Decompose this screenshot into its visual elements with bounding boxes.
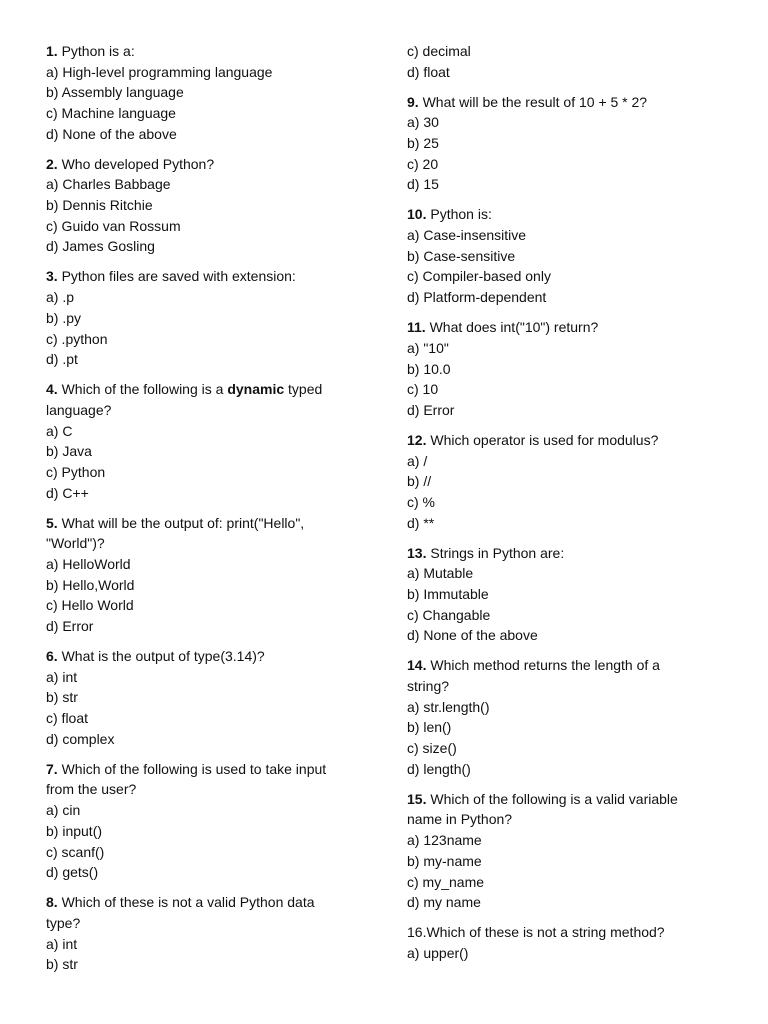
question-text-segment: Python files are saved with extension: (57, 268, 296, 285)
answer-option: d) 15 (407, 176, 439, 193)
question-text-segment: Which method returns the length of a (426, 657, 660, 674)
question-text (407, 809, 727, 830)
question-number: 5. (46, 514, 58, 531)
answer-option: c) 20 (407, 155, 439, 172)
question-block (407, 204, 727, 307)
answer-option: c) float (46, 710, 89, 727)
question-block (407, 430, 727, 533)
question-block (46, 266, 366, 369)
answer-option: c) Machine language (46, 105, 176, 122)
question-block (46, 646, 366, 749)
answer-option: b) Case-sensitive (407, 247, 516, 264)
question-text-segment: What does int("10") return? (425, 319, 599, 336)
question-text (46, 913, 366, 934)
question-number: 12. (407, 431, 427, 448)
answer-option: b) Immutable (407, 585, 489, 602)
answer-option: a) cin (46, 802, 81, 819)
question-number: 7. (46, 760, 58, 777)
question-block (407, 543, 727, 646)
answer-option: d) complex (46, 730, 115, 747)
question-text-segment: "World")? (46, 535, 105, 552)
answer-option: b) Assembly language (46, 84, 184, 101)
answer-option: c) Python (46, 463, 106, 480)
question-text-segment: type? (46, 914, 81, 931)
question-text (46, 154, 366, 175)
answer-option: d) float (407, 63, 450, 80)
answer-option: b) str (46, 689, 78, 706)
question-text (46, 779, 366, 800)
question-text (46, 379, 366, 400)
answer-option: a) str.length() (407, 698, 490, 715)
question-text (46, 513, 366, 534)
answer-option: a) Case-insensitive (407, 227, 527, 244)
answer-option: d) None of the above (407, 627, 538, 644)
question-text-segment: Python is a: (57, 43, 135, 59)
answer-option: d) James Gosling (46, 238, 155, 255)
right-column (407, 41, 727, 973)
answer-option: b) input() (46, 822, 103, 839)
question-text-segment: What will be the output of: print("Hello", (57, 514, 305, 531)
question-number: 1. (46, 43, 58, 59)
answer-option: a) Charles Babbage (46, 176, 171, 193)
answer-option: c) decimal (407, 43, 471, 59)
question-text (407, 204, 727, 225)
question-number: 3. (46, 268, 58, 285)
answer-option: c) 10 (407, 381, 439, 398)
question-text (46, 533, 366, 554)
answer-option: b) Hello,World (46, 576, 135, 593)
question-text (46, 646, 366, 667)
question-text-segment: What is the output of type(3.14)? (57, 648, 265, 665)
question-text-segment: Which of the following is used to take input (57, 760, 327, 777)
answer-option: d) Error (46, 618, 94, 635)
question-text-segment: language? (46, 401, 112, 418)
question-text-segment: Strings in Python are: (426, 544, 565, 561)
question-text (407, 676, 727, 697)
question-text (46, 400, 366, 421)
answer-option: d) Platform-dependent (407, 289, 547, 306)
question-block (46, 759, 366, 883)
question-text-segment: name in Python? (407, 811, 513, 828)
answer-option: b) 25 (407, 135, 439, 152)
question-text-segment: from the user? (46, 781, 137, 798)
answer-option: c) Compiler-based only (407, 268, 551, 285)
question-text (407, 430, 727, 451)
question-block (407, 789, 727, 913)
question-text (46, 41, 366, 62)
question-text-segment: Which of these is not a valid Python data (57, 894, 315, 911)
answer-option: c) % (407, 493, 435, 510)
answer-option: b) // (407, 473, 432, 490)
question-text-segment: Which of the following is a valid variable (426, 790, 678, 807)
left-column (46, 41, 366, 984)
question-text (407, 543, 727, 564)
question-number: 11. (407, 319, 426, 336)
question-number: 6. (46, 648, 58, 665)
question-block (407, 317, 727, 420)
answer-option: c) scanf() (46, 843, 105, 860)
question-text-segment: string? (407, 678, 450, 695)
question-block (46, 154, 366, 257)
answer-option: b) Dennis Ritchie (46, 197, 153, 214)
answer-option: a) .p (46, 289, 75, 306)
answer-option: d) my name (407, 894, 481, 911)
question-text-segment: Python is: (426, 206, 492, 223)
answer-option: a) HelloWorld (46, 556, 131, 572)
answer-option: a) Mutable (407, 565, 474, 582)
question-block (407, 922, 727, 963)
answer-option: a) int (46, 935, 78, 952)
answer-option: a) 30 (407, 114, 439, 131)
question-number: 14. (407, 657, 427, 674)
answer-option: d) C++ (46, 484, 89, 501)
answer-option: a) int (46, 668, 78, 685)
question-text (407, 317, 727, 338)
question-text-segment: What will be the result of 10 + 5 * 2? (418, 93, 648, 110)
question-text (46, 759, 366, 780)
answer-option: d) Error (407, 401, 455, 418)
answer-option: c) Hello World (46, 597, 134, 614)
answer-option: c) Guido van Rossum (46, 217, 181, 234)
question-text-segment: Who developed Python? (57, 155, 215, 172)
question-text (407, 789, 727, 810)
question-text (407, 655, 727, 676)
question-text (46, 266, 366, 287)
answer-option: d) length() (407, 760, 471, 777)
answer-option: a) / (407, 452, 428, 469)
question-text-segment: Which of the following is a (57, 381, 228, 398)
question-block (407, 655, 727, 779)
question-text-segment: 16.Which of these is not a string method? (407, 924, 665, 941)
question-number: 9. (407, 93, 419, 110)
question-text (407, 922, 727, 943)
question-block (46, 41, 366, 144)
answer-option: b) .py (46, 309, 82, 326)
question-block (407, 92, 727, 195)
question-number: 2. (46, 155, 58, 172)
answer-option: a) "10" (407, 339, 449, 356)
question-number: 8. (46, 894, 58, 911)
answer-option: d) .pt (46, 351, 78, 368)
question-text-segment: dynamic (227, 381, 285, 398)
answer-option: d) ** (407, 514, 435, 531)
answer-option: b) 10.0 (407, 360, 451, 377)
question-number: 10. (407, 206, 427, 223)
answer-option: d) None of the above (46, 125, 177, 142)
answer-option: c) Changable (407, 606, 491, 623)
answer-option: d) gets() (46, 864, 99, 881)
question-text-segment: Which operator is used for modulus? (426, 431, 659, 448)
answer-option: c) .python (46, 330, 108, 347)
question-number: 13. (407, 544, 427, 561)
answer-option: c) my_name (407, 873, 485, 890)
question-number: 15. (407, 790, 427, 807)
answer-option: b) Java (46, 443, 92, 460)
answer-option: b) str (46, 956, 78, 973)
question-text (46, 892, 366, 913)
question-text-segment: typed (284, 381, 323, 398)
answer-option: a) upper() (407, 944, 469, 961)
answer-option: b) my-name (407, 852, 482, 869)
answer-option: c) size() (407, 740, 457, 757)
question-block (46, 513, 366, 637)
question-block (46, 379, 366, 503)
question-block (407, 41, 727, 82)
question-block (46, 892, 366, 975)
answer-option: a) 123name (407, 832, 482, 849)
answer-option: a) High-level programming language (46, 63, 273, 80)
question-text (407, 92, 727, 113)
question-number: 4. (46, 381, 58, 398)
answer-option: b) len() (407, 719, 452, 736)
answer-option: a) C (46, 422, 73, 439)
